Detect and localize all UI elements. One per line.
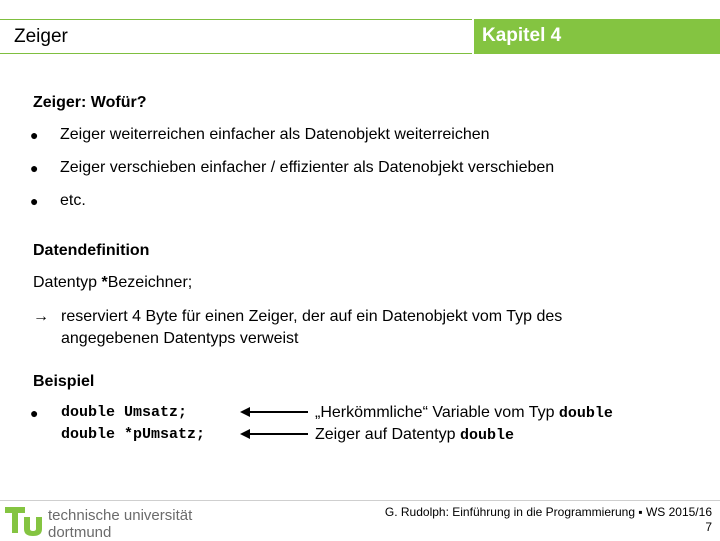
slide-title: Zeiger [14,26,68,47]
section-heading-beispiel: Beispiel [33,373,95,390]
note1-code: double [558,405,613,422]
footer-credit [385,505,712,535]
code-line2: double *pUmsatz; [61,426,206,443]
note1-text: „Herkömmliche“ Variable vom Typ [315,404,559,421]
bullet-icon: ● [30,160,39,176]
tu-logo-icon [2,503,46,537]
note2-code: double [459,427,514,444]
bullet-icon: ● [30,193,39,209]
explanation-line1: reserviert 4 Byte für einen Zeiger, der auf ein Datenobjekt vom Typ des [61,308,563,325]
header-title-bar [0,19,472,54]
syntax-suffix: Bezeichner; [107,274,193,291]
syntax-star: * [101,274,108,291]
syntax-line [33,274,192,292]
university-name [48,507,192,541]
arrow-line [248,433,308,435]
section-heading-datendefinition: Datendefinition [33,242,150,259]
list-item: Zeiger verschieben einfacher / effizienter als Datenobjekt verschieben [60,159,555,176]
syntax-prefix: Datentyp [33,274,102,291]
list-item: Zeiger weiterreichen einfacher als Datenobjekt weiterreichen [60,126,490,143]
note2 [315,426,514,444]
university-line2: dortmund [48,524,112,541]
arrow-line [248,411,308,413]
header-chapter-bar [474,19,720,54]
credit-text: G. Rudolph: Einführung in die Programmierung ▪ WS 2015/16 [384,505,712,519]
note1 [315,404,613,422]
page-number: 7 [705,520,712,534]
note2-text: Zeiger auf Datentyp [315,426,460,443]
explanation-line2: angegebenen Datentyps verweist [61,330,299,347]
bullet-icon: ● [30,127,39,143]
section-heading-wofuer: Zeiger: Wofür? [33,94,147,111]
bullet-icon: ● [30,405,39,421]
arrow-icon: → [33,308,49,325]
footer-divider [0,500,720,501]
list-item: etc. [60,192,86,209]
code-line1: double Umsatz; [61,404,188,421]
university-line1: technische universität [48,507,193,524]
chapter-label: Kapitel 4 [482,25,562,46]
